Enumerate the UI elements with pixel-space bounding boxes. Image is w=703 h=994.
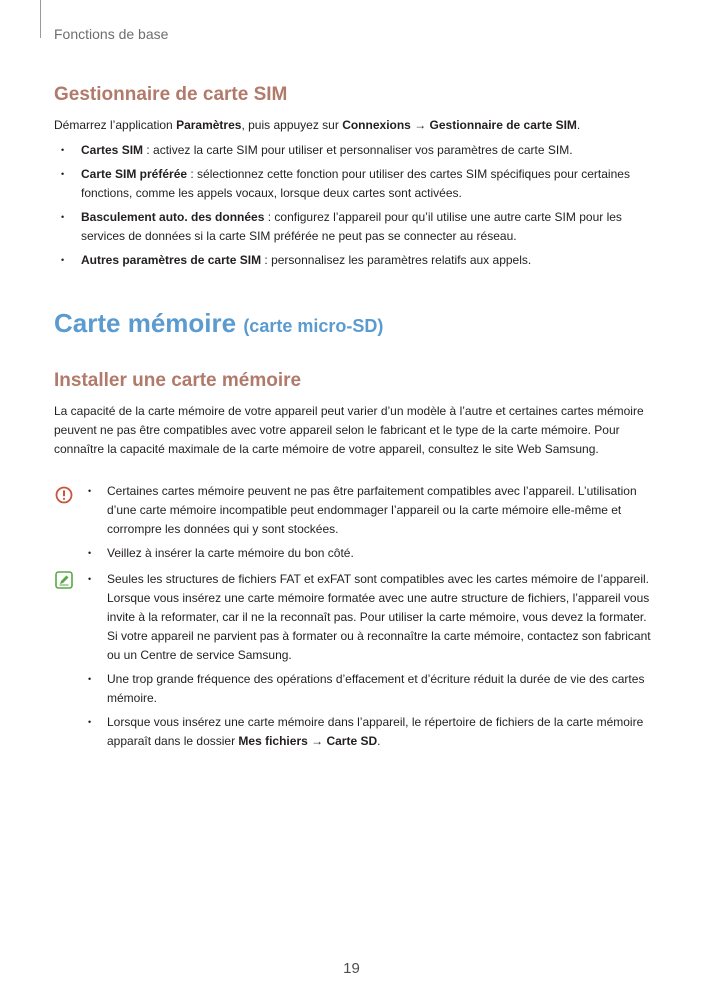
list-item [54,208,654,246]
sim-options-list [54,141,654,275]
option-text: : configurez l’appareil pour qu’il utilise une autre carte SIM pour les services de données si la carte SIM préférée ne peut pas se connecter au réseau. [81,210,622,243]
list-item [54,165,654,203]
list-item [80,713,655,751]
list-item [54,141,654,160]
option-text: : personnalisez les paramètres relatifs aux appels. [261,253,532,267]
note-path-1: Mes fichiers [238,734,308,748]
option-term: Carte SIM préférée [81,167,188,181]
pencil-note-icon [55,571,73,589]
sim-manager-intro [54,116,650,135]
intro-prefix: Démarrez l’application [54,118,177,132]
memory-card-title-main: Carte mémoire [54,308,237,338]
option-text: : sélectionnez cette fonction pour utiliser des cartes SIM spécifiques pour certaines fonctions, comme les appels vocaux, lorsque deux cartes sont activées. [81,167,630,200]
section-header: Fonctions de base [54,26,169,42]
memory-card-subtitle: (carte micro-SD) [243,316,384,336]
option-term: Autres paramètres de carte SIM [81,253,262,267]
exclamation-circle-icon [55,486,73,504]
option-term: Basculement auto. des données [81,210,265,224]
list-item: • Seules les structures de fichiers FAT et exFAT sont compatibles avec les cartes mémoire de l’appareil. Lorsque vous insérez une carte mémoire formatée avec une autre structure de fichiers, l’appareil vous invite à la reformater, car il ne la reconnaît pas. Pour utiliser la carte mémoire, vous devez la formater. Si votre appareil ne parvient pas à formater ou à reconnaître la carte mémoire, contactez son fabricant ou un Centre de service Samsung. [80,570,655,665]
install-paragraph: La capacité de la carte mémoire de votre appareil peut varier d’un modèle à l’autre et certaines cartes mémoire peuvent ne pas être compatibles avec votre appareil selon le fabricant et le type de la carte mémoire. Pour connaître la capacité maximale de la carte mémoire de votre appareil, consultez le site Web Samsung. [54,404,644,456]
warning-list [80,482,655,568]
intro-app: Paramètres [176,118,242,132]
page-number: 19 [343,960,360,977]
option-term: Cartes SIM [81,143,144,157]
list-item: • Certaines cartes mémoire peuvent ne pas être parfaitement compatibles avec l’appareil. L’utilisation d’une carte mémoire incompatible peut endommager l’appareil ou la carte mémoire elle-même et corrompre les données qui y sont stockées. [80,482,655,539]
note-list [80,570,655,756]
intro-suffix: . [576,118,581,132]
margin-rule [40,0,41,38]
install-title: Installer une carte mémoire [54,370,302,391]
note-arrow: → [307,734,327,748]
intro-arrow: → [410,118,430,132]
option-text: : activez la carte SIM pour utiliser et personnaliser vos paramètres de carte SIM. [143,143,573,157]
sim-manager-title: Gestionnaire de carte SIM [54,84,288,105]
intro-path-1: Connexions [342,118,411,132]
note-prefix: Lorsque vous insérez une carte mémoire dans l’appareil, le répertoire de fichiers de la carte mémoire apparaît dans le dossier [107,715,644,748]
list-item: • Une trop grande fréquence des opérations d’effacement et d’écriture réduit la durée de vie des cartes mémoire. [80,670,655,708]
intro-mid: , puis appuyez sur [241,118,343,132]
list-item: • Veillez à insérer la carte mémoire du bon côté. [80,544,655,563]
note-path-2: Carte SD [326,734,378,748]
list-item [54,251,654,270]
note-suffix: . [377,734,381,748]
memory-card-title [54,308,383,339]
intro-path-2: Gestionnaire de carte SIM [429,118,577,132]
